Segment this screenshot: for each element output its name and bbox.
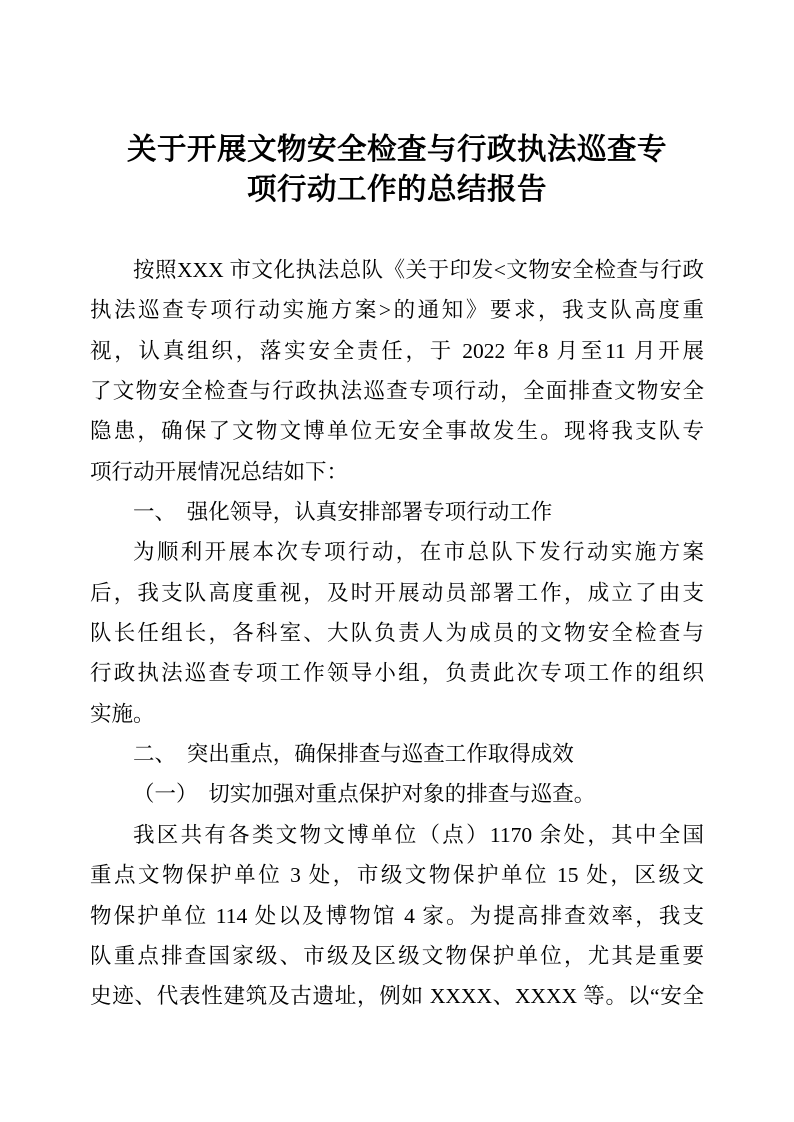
text-line: 一、 强化领导，认真安排部署专项行动工作 xyxy=(133,500,553,525)
text-line: 执法巡查专项行动实施方案>的通知》要求，我支队高度重 xyxy=(90,298,704,323)
title-line-1: 关于开展文物安全检查与行政执法巡查专 xyxy=(126,133,667,166)
title-line-2: 项行动工作的总结报告 xyxy=(246,173,547,206)
text-line: 物保护单位 114 处以及博物馆 4 家。为提高排查效率，我支 xyxy=(90,903,704,928)
text-line: （一） 切实加强对重点保护对象的排查与巡查。 xyxy=(133,782,596,807)
text-line: 重点文物保护单位 3 处，市级文物保护单位 15 处，区级文 xyxy=(90,863,704,888)
heading-section-1 xyxy=(90,492,704,532)
paragraph-section-2-1 xyxy=(90,815,704,1017)
document-body xyxy=(90,250,704,1017)
text-line: 为顺利开展本次专项行动，在市总队下发行动实施方案 xyxy=(133,540,704,565)
heading-section-2 xyxy=(90,734,704,774)
text-line: 史迹、代表性建筑及古遗址，例如 XXXX、XXXX 等。以“安全 xyxy=(90,984,704,1009)
document-title xyxy=(90,130,704,210)
text-line: 按照XXX 市文化执法总队《关于印发<文物安全检查与行政 xyxy=(133,258,704,282)
text-line: 后，我支队高度重视，及时开展动员部署工作，成立了由支 xyxy=(90,580,704,605)
paragraph-section-1 xyxy=(90,532,704,734)
heading-section-2-1 xyxy=(90,774,704,814)
text-line: 二、 突出重点，确保排查与巡查工作取得成效 xyxy=(133,742,574,767)
text-line: 项行动开展情况总结如下： xyxy=(90,459,349,484)
text-line: 隐患，确保了文物文博单位无安全事故发生。现将我支队专 xyxy=(90,419,704,444)
text-line: 我区共有各类文物文博单位（点）1170 余处，其中全国 xyxy=(133,822,704,847)
text-line: 队重点排查国家级、市级及区级文物保护单位，尤其是重要 xyxy=(90,943,704,968)
text-line: 行政执法巡查专项工作领导小组，负责此次专项工作的组织 xyxy=(90,661,704,686)
text-line: 实施。 xyxy=(90,701,155,726)
paragraph-intro xyxy=(90,250,704,492)
text-line: 队长任组长，各科室、大队负责人为成员的文物安全检查与 xyxy=(90,621,704,646)
text-line: 了文物安全检查与行政执法巡查专项行动，全面排查文物安全 xyxy=(90,379,704,404)
text-line: 视，认真组织，落实安全责任，于 2022 年8 月至11 月开展 xyxy=(90,338,704,363)
